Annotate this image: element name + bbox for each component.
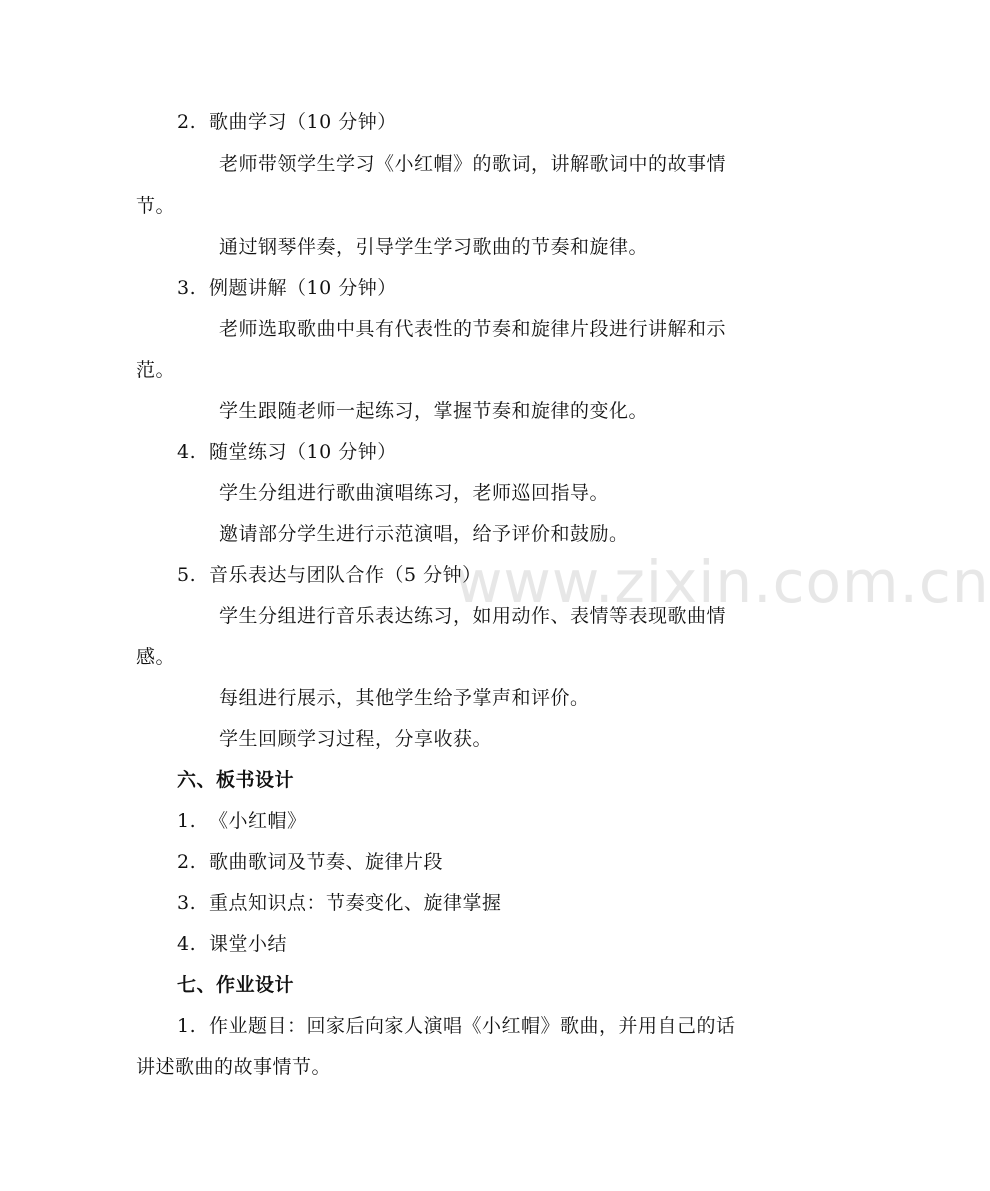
section-5-number: 5. — [177, 564, 197, 586]
board-item-2-text: 歌曲歌词及节奏、旋律片段 — [209, 851, 444, 873]
section-3-title-text: 例题讲解（10 分钟） — [209, 277, 397, 299]
board-item-4-text: 课堂小结 — [209, 933, 288, 955]
board-item-2-number: 2. — [177, 851, 197, 873]
homework-item-1a — [177, 1014, 736, 1038]
paragraph-4-1: 学生分组进行歌曲演唱练习，老师巡回指导。 — [219, 482, 610, 504]
paragraph-3-1b: 范。 — [136, 359, 176, 381]
board-item-1 — [177, 809, 307, 833]
board-item-1-number: 1. — [177, 810, 197, 832]
section-4-number: 4. — [177, 441, 197, 463]
paragraph-5-3: 学生回顾学习过程，分享收获。 — [219, 728, 493, 750]
homework-item-1-text: 作业题目：回家后向家人演唱《小红帽》歌曲，并用自己的话 — [209, 1015, 736, 1037]
heading-homework-design: 七、作业设计 — [177, 974, 295, 996]
paragraph-5-2: 每组进行展示，其他学生给予掌声和评价。 — [219, 687, 590, 709]
heading-board-design: 六、板书设计 — [177, 769, 295, 791]
section-2-title-text: 歌曲学习（10 分钟） — [209, 111, 397, 133]
section-4-title-text: 随堂练习（10 分钟） — [209, 441, 397, 463]
board-item-4 — [177, 932, 287, 956]
paragraph-2-1b: 节。 — [136, 195, 176, 217]
paragraph-2-2: 通过钢琴伴奏，引导学生学习歌曲的节奏和旋律。 — [219, 236, 649, 258]
paragraph-3-2: 学生跟随老师一起练习，掌握节奏和旋律的变化。 — [219, 400, 649, 422]
section-5-title-text: 音乐表达与团队合作（5 分钟） — [209, 564, 482, 586]
section-2-title — [177, 110, 397, 134]
board-item-1-text: 《小红帽》 — [209, 810, 307, 832]
board-item-3-number: 3. — [177, 892, 197, 914]
paragraph-5-1b: 感。 — [136, 646, 176, 668]
section-2-number: 2. — [177, 111, 197, 133]
section-3-title — [177, 276, 397, 300]
homework-item-1b: 讲述歌曲的故事情节。 — [136, 1056, 332, 1078]
paragraph-3-1a: 老师选取歌曲中具有代表性的节奏和旋律片段进行讲解和示 — [219, 318, 727, 340]
paragraph-2-1a: 老师带领学生学习《小红帽》的歌词，讲解歌词中的故事情 — [219, 153, 727, 175]
watermark: www.zixin.com.cn — [455, 548, 990, 616]
board-item-2 — [177, 850, 443, 874]
board-item-4-number: 4. — [177, 933, 197, 955]
paragraph-4-2: 邀请部分学生进行示范演唱，给予评价和鼓励。 — [219, 523, 629, 545]
section-5-title — [177, 563, 482, 587]
board-item-3-text: 重点知识点：节奏变化、旋律掌握 — [209, 892, 502, 914]
homework-item-1-number: 1. — [177, 1015, 197, 1037]
section-4-title — [177, 440, 397, 464]
board-item-3 — [177, 891, 502, 915]
section-3-number: 3. — [177, 277, 197, 299]
paragraph-5-1a: 学生分组进行音乐表达练习，如用动作、表情等表现歌曲情 — [219, 605, 727, 627]
